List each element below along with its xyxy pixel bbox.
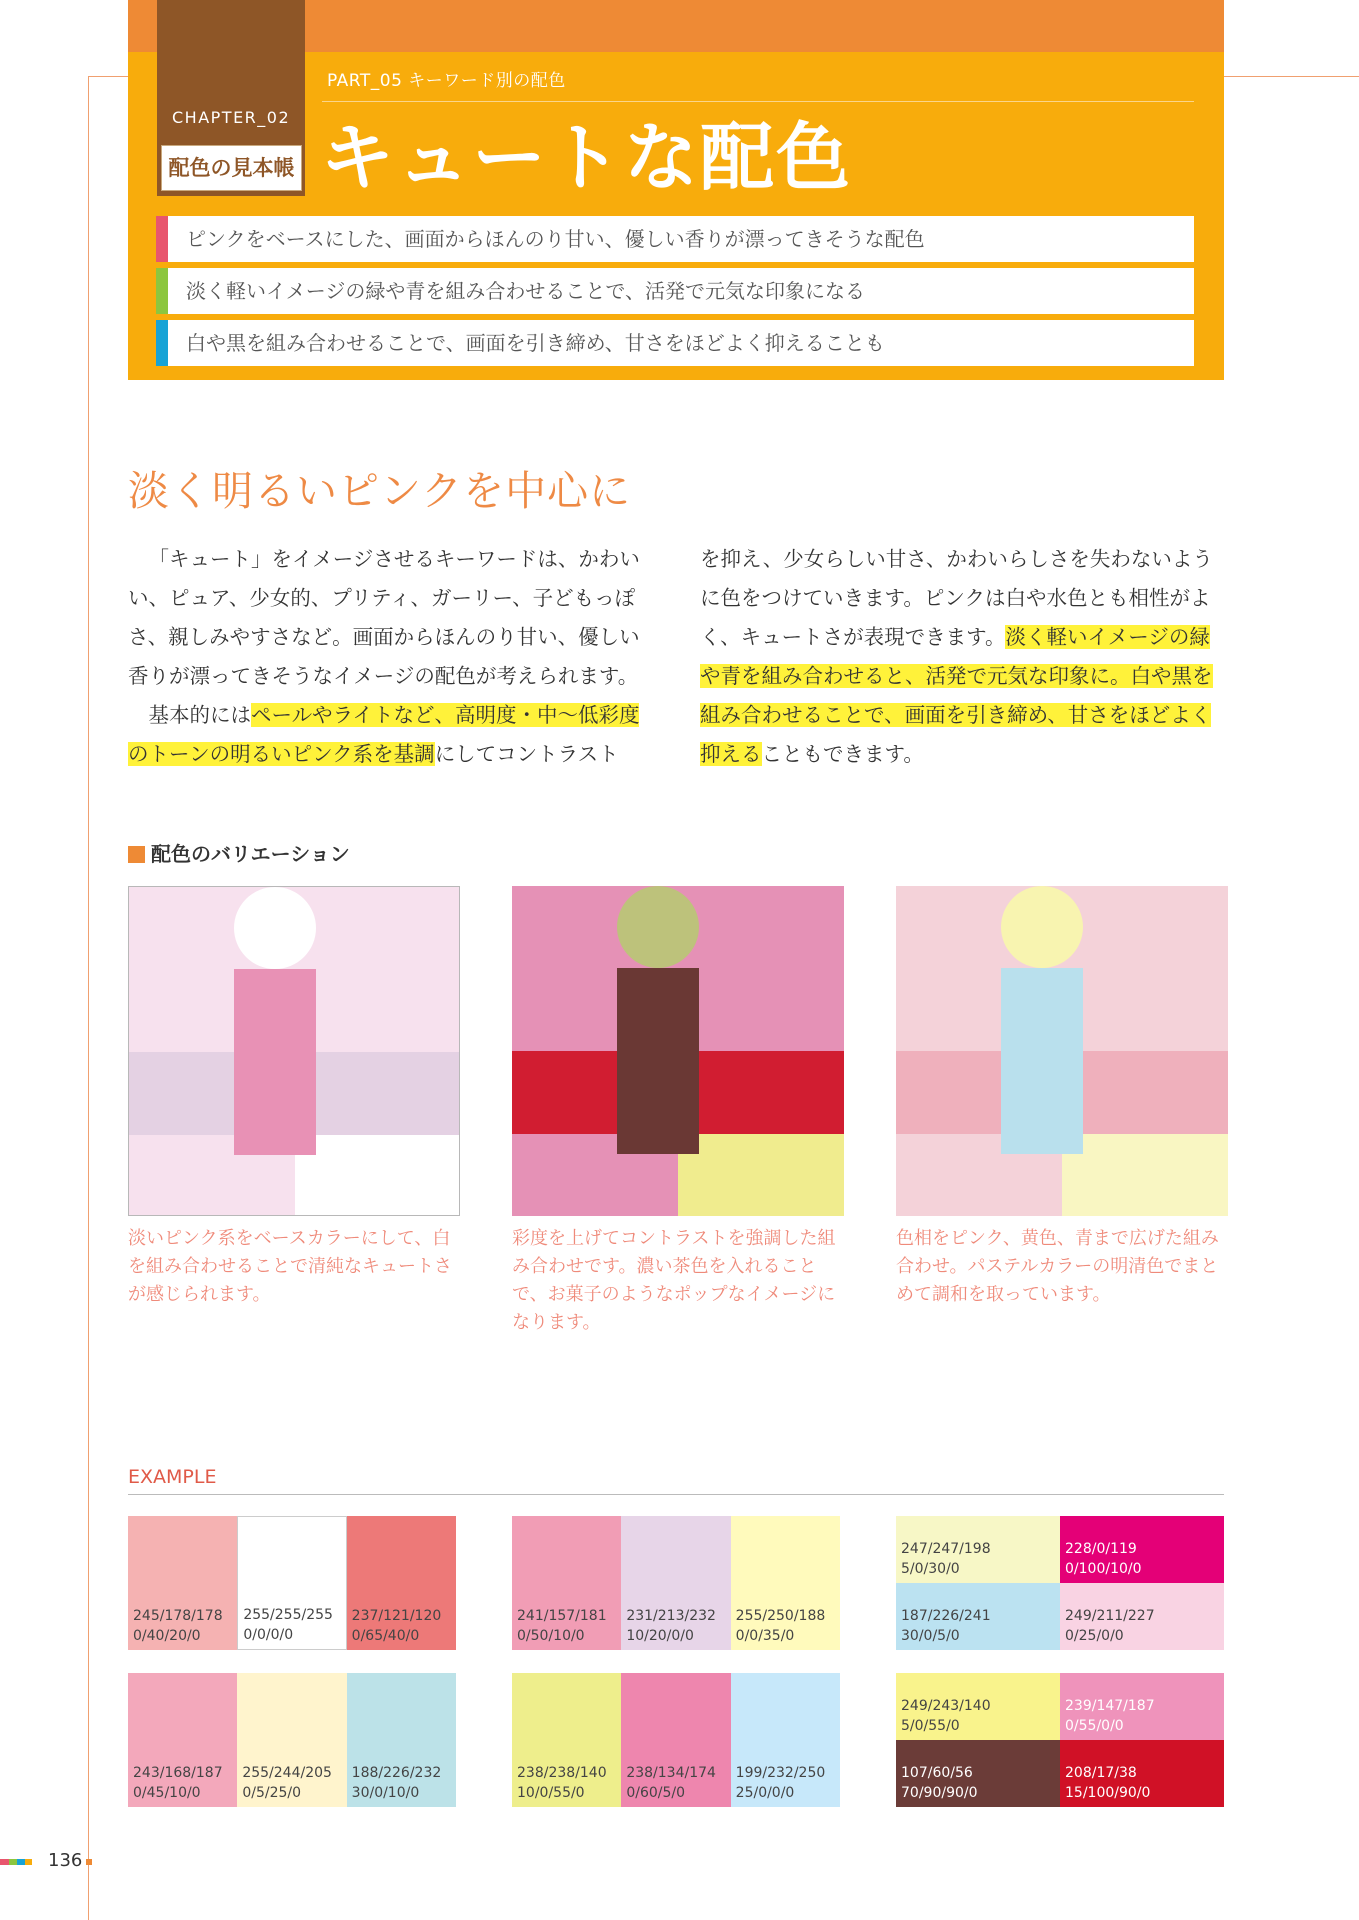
swatch-rgb: 188/226/232 [351, 1765, 442, 1781]
variation-sample-3 [896, 886, 1228, 1216]
body-paragraph-2 [128, 696, 656, 774]
chapter-label: CHAPTER_02 [172, 108, 291, 127]
color-swatch [347, 1673, 456, 1807]
highlighted-text: 淡く軽いイメージの緑や青を組み合わせると、活発で元気な印象に。白や黒を組み合わせることで、画面を引き締め、甘さをほどよく抑える [700, 625, 1213, 766]
color-swatch [1060, 1583, 1224, 1650]
color-swatch [237, 1516, 346, 1650]
swatch-cmyk: 15/100/90/0 [1065, 1785, 1151, 1801]
page-marker [17, 1859, 25, 1865]
sample-figure-head [1001, 886, 1083, 968]
swatch-rgb: 237/121/120 [351, 1608, 442, 1624]
swatch-cmyk: 70/90/90/0 [901, 1785, 978, 1801]
swatch-cmyk: 10/0/55/0 [517, 1785, 585, 1801]
swatch-rgb: 199/232/250 [735, 1765, 826, 1781]
example-divider [128, 1494, 1224, 1495]
swatch-cmyk: 0/0/35/0 [735, 1628, 795, 1644]
swatch-cmyk: 0/100/10/0 [1065, 1561, 1142, 1577]
page-marker [25, 1859, 32, 1865]
swatch-rgb: 255/255/255 [243, 1607, 333, 1623]
square-bullet-icon [128, 846, 145, 863]
color-swatch [237, 1673, 346, 1807]
color-swatch [512, 1516, 621, 1650]
variation-caption-2: 彩度を上げてコントラストを強調した組み合わせです。濃い茶色を入れることで、お菓子のようなポップなイメージになります。 [512, 1228, 836, 1333]
book-label: 配色の見本帳 [161, 145, 302, 191]
swatch-rgb: 231/213/232 [626, 1608, 716, 1624]
body-text: にしてコントラスト [434, 742, 619, 766]
section-heading: 淡く明るいピンクを中心に [128, 467, 632, 515]
sample-figure-body [1001, 968, 1083, 1154]
page-title: キュートな配色 [320, 115, 852, 201]
swatch-cmyk: 0/50/10/0 [517, 1628, 585, 1644]
color-swatch [1060, 1740, 1224, 1807]
margin-line-left [88, 76, 128, 77]
color-swatch [512, 1673, 621, 1807]
margin-line-right [1224, 76, 1359, 77]
variation-caption-1: 淡いピンク系をベースカラーにして、白を組み合わせることで清純なキュートさが感じられます。 [128, 1228, 452, 1305]
swatch-cmyk: 0/0/0/0 [243, 1627, 294, 1643]
point-text: 淡く軽いイメージの緑や青を組み合わせることで、活発で元気な印象になる [186, 279, 865, 303]
point-text: ピンクをベースにした、画面からほんのり甘い、優しい香りが漂ってきそうな配色 [186, 227, 925, 251]
body-text: 基本的には [148, 703, 251, 727]
swatch-cmyk: 10/20/0/0 [626, 1628, 694, 1644]
point-text: 白や黒を組み合わせることで、画面を引き締め、甘さをほどよく抑えることも [186, 331, 885, 355]
swatch-cmyk: 30/0/10/0 [351, 1785, 420, 1801]
sample-figure-head [617, 886, 699, 968]
point-marker [156, 320, 168, 366]
page-marker [9, 1859, 17, 1865]
color-swatch [1060, 1516, 1224, 1583]
swatch-rgb: 255/250/188 [735, 1608, 826, 1624]
color-swatch [731, 1516, 840, 1650]
sample-bottom-right [295, 1135, 460, 1216]
sample-bottom-right [1062, 1134, 1228, 1216]
color-swatch [621, 1516, 730, 1650]
part-divider [322, 101, 1194, 102]
swatch-rgb: 228/0/119 [1065, 1541, 1137, 1557]
sample-bottom-right [678, 1134, 844, 1216]
swatch-rgb: 249/211/227 [1065, 1608, 1155, 1624]
swatch-rgb: 238/134/174 [626, 1765, 716, 1781]
swatch-cmyk: 0/65/40/0 [351, 1628, 420, 1644]
color-swatch [896, 1583, 1060, 1650]
sample-figure-head [234, 887, 316, 969]
swatch-rgb: 249/243/140 [901, 1698, 991, 1714]
swatch-rgb: 245/178/178 [133, 1608, 223, 1624]
body-paragraph-3 [700, 540, 1228, 774]
swatch-cmyk: 30/0/5/0 [901, 1628, 960, 1644]
page-dot [86, 1859, 92, 1865]
swatch-rgb: 255/244/205 [242, 1765, 332, 1781]
swatch-rgb: 243/168/187 [133, 1765, 223, 1781]
point-band-2 [156, 268, 1194, 314]
swatch-cmyk: 0/55/0/0 [1065, 1718, 1124, 1734]
page-marker [0, 1859, 9, 1865]
color-swatch [1060, 1673, 1224, 1740]
swatch-cmyk: 0/60/5/0 [626, 1785, 686, 1801]
page-number: 136 [48, 1850, 83, 1871]
swatch-cmyk: 0/25/0/0 [1065, 1628, 1124, 1644]
swatch-rgb: 208/17/38 [1065, 1765, 1137, 1781]
body-text: こともできます。 [761, 742, 924, 766]
swatch-cmyk: 5/0/55/0 [901, 1718, 960, 1734]
color-swatch [731, 1673, 840, 1807]
color-swatch [896, 1740, 1060, 1807]
swatch-cmyk: 5/0/30/0 [901, 1561, 960, 1577]
example-heading: EXAMPLE [128, 1466, 217, 1488]
swatch-cmyk: 0/40/20/0 [133, 1628, 201, 1644]
point-band-3 [156, 320, 1194, 366]
body-paragraph-1: 「キュート」をイメージさせるキーワードは、かわいい、ピュア、少女的、プリティ、ガーリー、子どもっぽさ、親しみやすさなど。画面からほんのり甘い、優しい香りが漂ってきそうなイメージの配色が考えられます。 [128, 547, 640, 688]
margin-line-vertical [88, 76, 89, 1920]
point-band-1 [156, 216, 1194, 262]
highlighted-text: ペールやライトなど、高明度・中〜低彩度のトーンの明るいピンク系を基調 [128, 703, 640, 766]
point-marker [156, 268, 168, 314]
body-text: を抑え、少女らしい甘さ、かわいらしさを失わないように色をつけていきます。ピンクは白や水色とも相性がよく、キュートさが表現できます。 [700, 547, 1213, 649]
color-swatch [347, 1516, 456, 1650]
color-swatch [621, 1673, 730, 1807]
variation-sample-2 [512, 886, 844, 1216]
swatch-rgb: 239/147/187 [1065, 1698, 1155, 1714]
body-column-left [128, 540, 656, 774]
swatch-rgb: 187/226/241 [901, 1608, 991, 1624]
point-marker [156, 216, 168, 262]
variation-caption-3: 色相をピンク、黄色、青まで広げた組み合わせ。パステルカラーの明清色でまとめて調和を取っています。 [896, 1228, 1219, 1305]
part-label: PART_05 キーワード別の配色 [327, 71, 566, 91]
body-column-right [700, 540, 1228, 774]
swatch-rgb: 241/157/181 [517, 1608, 607, 1624]
swatch-cmyk: 25/0/0/0 [735, 1785, 795, 1801]
swatch-rgb: 247/247/198 [901, 1541, 991, 1557]
color-swatch [128, 1673, 237, 1807]
variation-sample-1 [128, 886, 460, 1216]
sample-figure-body [234, 969, 316, 1155]
color-swatch [128, 1516, 237, 1650]
sample-figure-body [617, 968, 699, 1154]
color-swatch [896, 1673, 1060, 1740]
swatch-rgb: 107/60/56 [901, 1765, 973, 1781]
variations-heading: 配色のバリエーション [128, 838, 350, 867]
swatch-cmyk: 0/5/25/0 [242, 1785, 302, 1801]
swatch-rgb: 238/238/140 [517, 1765, 607, 1781]
swatch-cmyk: 0/45/10/0 [133, 1785, 201, 1801]
color-swatch [896, 1516, 1060, 1583]
